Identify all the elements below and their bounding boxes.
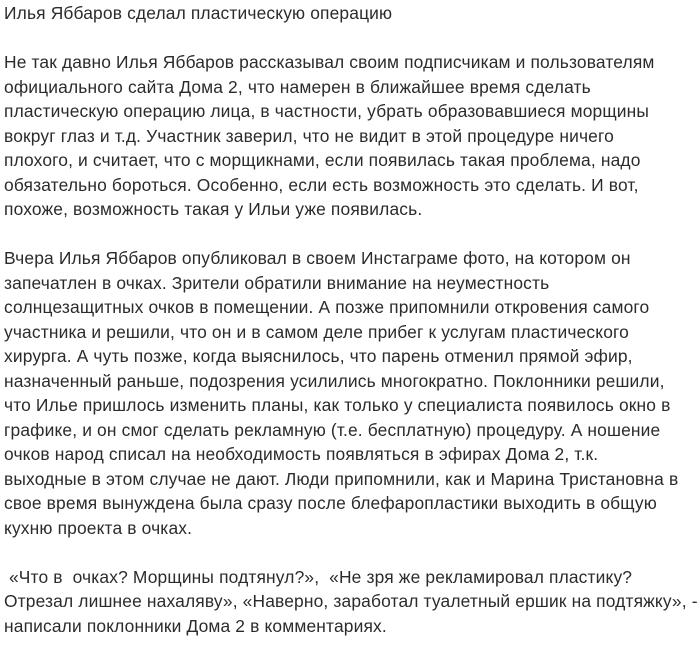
paragraph-line: написали поклонники Дома 2 в комментариях. <box>4 615 387 636</box>
paragraph-line: «Что в очках? Морщины подтянул?», «Не зря же рекламировал пластику? <box>4 566 633 587</box>
paragraph-line: обязательно бороться. Особенно, если есть возможность это сделать. И вот, <box>4 174 639 195</box>
article-paragraph-2 <box>4 246 694 540</box>
paragraph-line: вокруг глаз и т.д. Участник заверил, что не видит в этой процедуре ничего <box>4 125 614 146</box>
paragraph-line: Вчера Илья Яббаров опубликовал в своем Инстаграме фото, на котором он <box>4 248 631 268</box>
paragraph-line: хирурга. А чуть позже, когда выяснилось, что парень отменил прямой эфир, <box>4 346 633 366</box>
paragraph-line: выходные в этом случае не дают. Люди припомнили, как и Марина Тристановна в <box>4 468 679 489</box>
paragraph-line: солнцезащитных очков в помещении. А позже припомнили откровения самого <box>4 297 650 317</box>
paragraph-line: участника и решили, что он и в самом деле прибег к услугам пластического <box>4 321 629 342</box>
paragraph-line: свое время вынуждена была сразу после блефаропластики выходить в общую <box>4 493 657 513</box>
paragraph-line: назначенный раньше, подозрения усилились многократно. Поклонники решили, <box>4 370 665 391</box>
paragraph-line: Отрезал лишнее нахаляву», «Наверно, заработал туалетный ершик на подтяжку», - <box>4 591 698 611</box>
article-title: Илья Яббаров сделал пластическую операцию <box>4 3 393 23</box>
paragraph-line: графике, и он смог сделать рекламную (т.е. бесплатную) процедуру. А ношение <box>4 419 661 440</box>
paragraph-line: Не так давно Илья Яббаров рассказывал своим подписчикам и пользователям <box>4 52 655 72</box>
article-paragraph-3 <box>4 565 698 639</box>
paragraph-line: кухню проекта в очках. <box>4 517 193 538</box>
paragraph-line: что Илье пришлось изменить планы, как только у специалиста появилось окно в <box>4 395 671 415</box>
paragraph-line: запечатлен в очках. Зрители обратили внимание на неуместность <box>4 272 550 293</box>
paragraph-line: официального сайта Дома 2, что намерен в ближайшее время сделать <box>4 76 591 97</box>
paragraph-line: похоже, возможность такая у Ильи уже появилась. <box>4 199 423 219</box>
article-paragraph-1 <box>4 50 694 222</box>
article <box>4 0 698 638</box>
paragraph-line: очков народ списал на необходимость появляться в эфирах Дома 2, т.к. <box>4 444 599 464</box>
paragraph-line: пластическую операцию лица, в частности, убрать образовавшиеся морщины <box>4 101 650 121</box>
paragraph-line: плохого, и считает, что с морщикнами, если появилась такая проблема, надо <box>4 150 641 170</box>
